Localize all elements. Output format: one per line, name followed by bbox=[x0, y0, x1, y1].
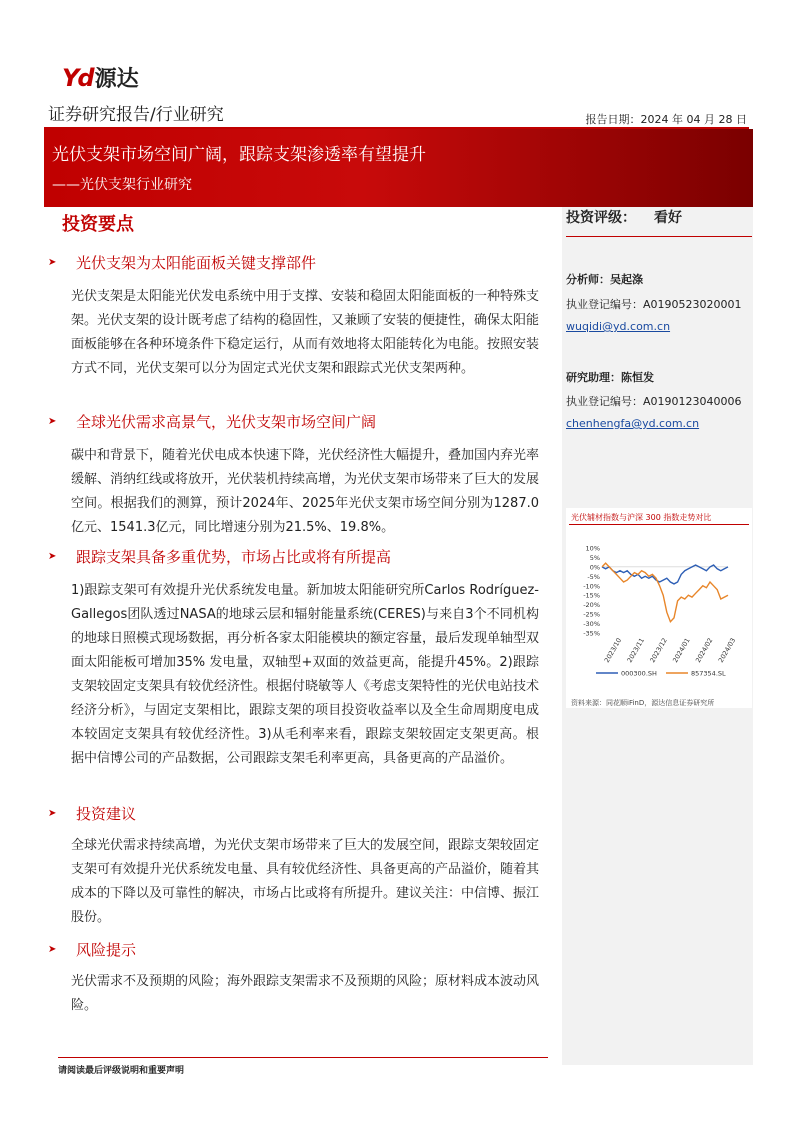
investment-rating bbox=[566, 207, 682, 227]
assistant-registration: 执业登记编号：A0190123040006 bbox=[566, 395, 742, 408]
y-tick-label: 0% bbox=[589, 563, 600, 572]
analyst-email-link[interactable]: wuqidi@yd.com.cn bbox=[566, 320, 671, 333]
report-subtitle: ——光伏支架行业研究 bbox=[52, 177, 192, 193]
assistant-email-link[interactable]: chenhengfa@yd.com.cn bbox=[566, 417, 700, 430]
section-5-title-text: 风险提示 bbox=[76, 941, 137, 959]
x-tick-label: 2023/10 bbox=[602, 636, 624, 664]
index-comparison-chart bbox=[566, 508, 752, 708]
chart-source: 资料来源：同花顺iFinD，源达信息证券研究所 bbox=[571, 699, 715, 707]
y-tick-label: -35% bbox=[583, 629, 600, 638]
assistant-name: 研究助理：陈恒发 bbox=[566, 371, 654, 384]
y-tick-label: -10% bbox=[583, 582, 600, 591]
footer-disclaimer: 请阅读最后评级说明和重要声明 bbox=[58, 1066, 185, 1076]
rating-value: 看好 bbox=[654, 210, 682, 226]
y-tick-label: -30% bbox=[583, 620, 600, 629]
section-2-paragraph: 碳中和背景下，随着光伏电成本快速下降，光伏经济性大幅提升，叠加国内弃光率缓解、消纳红线或将放开，光伏装机持续高增，为光伏支架市场带来了巨大的发展空间。根据我们的测算，预计2024年、2025年光伏支架市场空间分别为1287.0亿元、1541.3亿元，同比增速分别为21.5%、19.8%。 bbox=[71, 448, 540, 535]
section-1-body bbox=[71, 285, 539, 381]
analyst-name: 分析师：吴起涤 bbox=[566, 273, 643, 286]
chart-plot bbox=[566, 508, 752, 708]
y-tick-label: -20% bbox=[583, 601, 600, 610]
section-3-title bbox=[48, 546, 391, 567]
x-tick-label: 2024/03 bbox=[716, 636, 738, 664]
section-2-body bbox=[71, 444, 539, 540]
bullet-arrow-icon: ➤ bbox=[48, 416, 57, 427]
rating-divider bbox=[566, 236, 752, 237]
chart-title: 光伏辅材指数与沪深 300 指数走势对比 bbox=[571, 513, 712, 522]
series-line-000300.SH bbox=[602, 565, 728, 584]
report-date: 报告日期：2024 年 04 月 28 日 bbox=[585, 113, 747, 126]
y-tick-label: -25% bbox=[583, 610, 600, 619]
y-tick-label: -5% bbox=[587, 572, 600, 581]
y-tick-label: 10% bbox=[585, 544, 600, 553]
section-3-body bbox=[71, 579, 539, 771]
footer-divider bbox=[58, 1057, 548, 1058]
y-tick-label: -15% bbox=[583, 591, 600, 600]
logo-mark: Yd bbox=[62, 63, 93, 92]
bullet-arrow-icon: ➤ bbox=[48, 551, 57, 562]
section-5-body bbox=[71, 970, 539, 1018]
x-tick-label: 2024/01 bbox=[671, 636, 692, 664]
bullet-arrow-icon: ➤ bbox=[48, 944, 57, 955]
y-tick-label: 5% bbox=[589, 553, 600, 562]
section-1-paragraph: 光伏支架是太阳能光伏发电系统中用于支撑、安装和稳固太阳能面板的一种特殊支架。光伏支架的设计既考虑了结构的稳固性，又兼顾了安装的便捷性，确保太阳能面板能够在各种环境条件下稳定运行，从而有效地将太阳能转化为电能。按照安装方式不同，光伏支架可以分为固定式光伏支架和跟踪式光伏支架两种。 bbox=[71, 289, 540, 376]
section-4-title-text: 投资建议 bbox=[76, 805, 137, 823]
logo-text: 源达 bbox=[94, 67, 139, 92]
section-4-title bbox=[48, 803, 136, 824]
section-2-title bbox=[48, 411, 376, 432]
section-1-title-text: 光伏支架为太阳能面板关键支撑部件 bbox=[76, 254, 317, 272]
section-3-title-text: 跟踪支架具备多重优势，市场占比或将有所提高 bbox=[76, 548, 392, 566]
section-3-paragraph: 1)跟踪支架可有效提升光伏系统发电量。新加坡太阳能研究所Carlos Rodríguez-Gallegos团队透过NASA的地球云层和辐射能量系统(CERES)与来自3个不同机构的地球日照模式现场数据，再分析各家太阳能模块的额定容量，最后发现单轴型双面太阳能板可增加35% 发电量，双轴型+双面的效益更高，能提升45%。2)跟踪支架较固定支架具有较优经济性。根据付晓敏等人《考虑支架特性的光伏电站技术经济分析》，与固定支架相比，跟踪支架的项目投资收益率以及全生命周期度电成本较固定支架具有较优经济性。3)从毛利率来看，跟踪支架较固定支架更高。根据中信博公司的产品数据，公司跟踪支架毛利率更高，具备更高的产品溢价。 bbox=[71, 583, 540, 766]
x-tick-label: 2024/02 bbox=[694, 636, 715, 664]
bullet-arrow-icon: ➤ bbox=[48, 808, 57, 819]
legend-label: 857354.SL bbox=[691, 669, 726, 678]
bullet-arrow-icon: ➤ bbox=[48, 257, 57, 268]
legend-label: 000300.SH bbox=[621, 669, 657, 678]
section-5-paragraph: 光伏需求不及预期的风险；海外跟踪支架需求不及预期的风险；原材料成本波动风险。 bbox=[71, 974, 540, 1013]
section-2-title-text: 全球光伏需求高景气，光伏支架市场空间广阔 bbox=[76, 413, 377, 431]
analyst-registration: 执业登记编号：A0190523020001 bbox=[566, 298, 742, 311]
section-5-title bbox=[48, 939, 136, 960]
report-title: 光伏支架市场空间广阔，跟踪支架渗透率有望提升 bbox=[52, 145, 426, 165]
x-tick-label: 2023/12 bbox=[648, 636, 669, 664]
company-logo bbox=[62, 62, 139, 93]
section-1-title bbox=[48, 252, 316, 273]
rating-label: 投资评级： bbox=[566, 210, 636, 226]
section-4-paragraph: 全球光伏需求持续高增，为光伏支架市场带来了巨大的发展空间，跟踪支架较固定支架可有效提升光伏系统发电量、具有较优经济性、具备更高的产品溢价，随着其成本的下降以及可靠性的解决，市场占比或将有所提升。建议关注：中信博、振江股份。 bbox=[71, 838, 540, 925]
report-type: 证券研究报告/行业研究 bbox=[48, 105, 224, 125]
title-banner bbox=[44, 129, 753, 207]
section-heading: 投资要点 bbox=[62, 214, 134, 235]
section-4-body bbox=[71, 834, 539, 930]
x-tick-label: 2023/11 bbox=[625, 636, 647, 664]
